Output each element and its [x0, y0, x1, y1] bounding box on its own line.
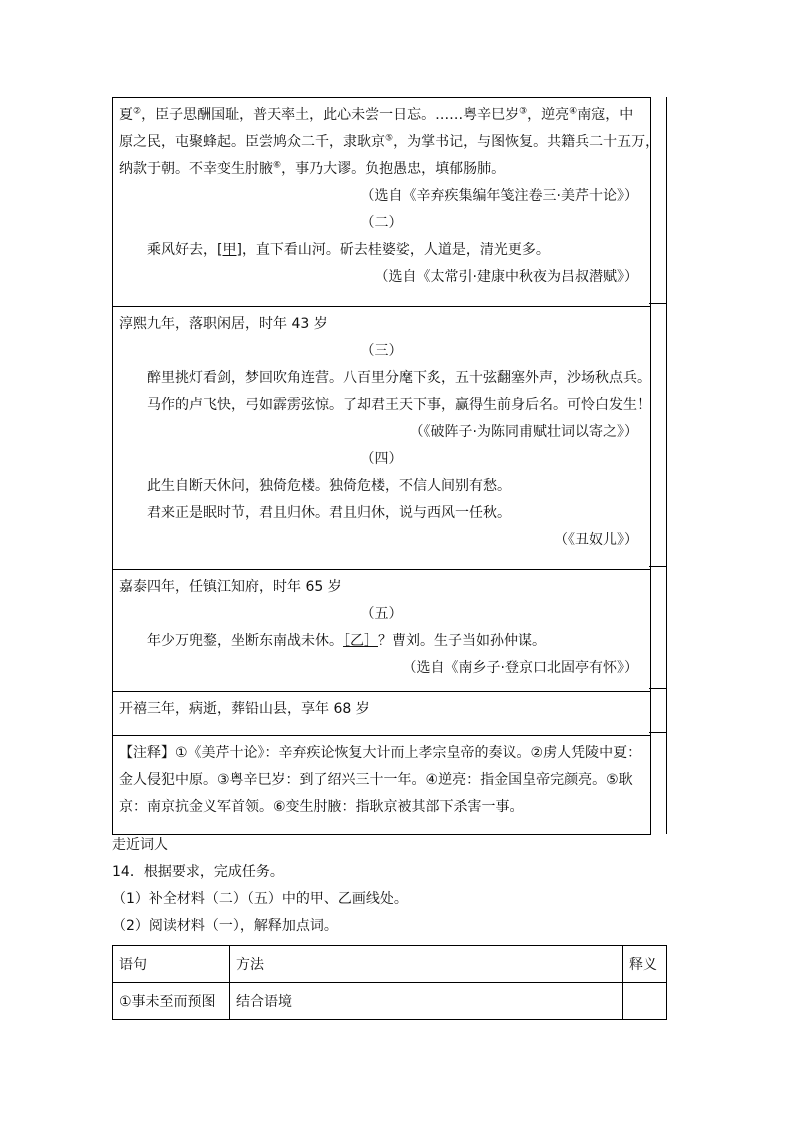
- table-cell: ①事未至而预图: [113, 983, 230, 1020]
- intro-line: 嘉泰四年，任镇江知府，时年 65 岁: [119, 579, 342, 595]
- section-notes: [113, 736, 650, 835]
- text-line: 纳款于朝。不幸变生肘腋⑥，事乃大谬。负抱愚忠，填郁肠肺。: [119, 160, 506, 177]
- poem-line: 马作的卢飞快，弓如霹雳弦惊。了却君王天下事，赢得生前身后名。可怜白发生！: [147, 397, 651, 413]
- section-ending: [113, 692, 650, 736]
- poem-line: 君来正是眠时节，君且归休。君且归休，说与西风一任秋。: [147, 505, 511, 521]
- task-2: （2）阅读材料（一），解释加点词。: [112, 918, 338, 934]
- answer-table: [112, 945, 667, 1020]
- poem-line: 年少万兜鍪，坐断东南战未休。［乙］？曹刘。生子当如孙仲谋。: [147, 633, 546, 649]
- intro-line: 开禧三年，病逝，葬铅山县，享年 68 岁: [119, 701, 370, 717]
- table-cell: 结合语境: [230, 983, 623, 1020]
- blank-jia[interactable]: [甲]: [217, 242, 242, 258]
- poem-line: 此生自断天休问，独倚危楼。独倚危楼，不信人间别有愁。: [147, 478, 511, 494]
- header-cell: 语句: [113, 946, 230, 983]
- poem-line: 乘风好去，[甲]，直下看山河。斫去桂婆娑，人道是，清光更多。: [147, 242, 550, 258]
- table-row: [113, 983, 667, 1020]
- poem-line: 醉里挑灯看剑，梦回吹角连营。八百里分麾下炙，五十弦翻塞外声，沙场秋点兵。: [147, 370, 651, 386]
- side-column: [649, 97, 667, 834]
- answer-cell[interactable]: [623, 983, 667, 1020]
- source-citation: （选自《太常引·建康中秋夜为吕叔潜赋》）: [374, 269, 638, 285]
- source-citation: （《丑奴儿》）: [554, 532, 638, 548]
- section-heading: 走近词人: [112, 837, 168, 853]
- material-heading: （四）: [360, 451, 403, 467]
- header-cell: 方法: [230, 946, 623, 983]
- section-material-1-2: [113, 98, 660, 307]
- source-citation: （《破阵子·为陈同甫赋壮词以寄之》）: [409, 424, 638, 440]
- material-heading: （三）: [360, 343, 403, 359]
- header-cell: 释义: [623, 946, 667, 983]
- blank-yi[interactable]: ［乙］: [343, 633, 378, 649]
- note-line: 【注释】①《美芹十论》：辛弃疾论恢复大计而上孝宗皇帝的奏议。②虏人凭陵中夏：: [119, 745, 642, 761]
- material-heading: （二）: [360, 215, 403, 231]
- question-14: 14．根据要求，完成任务。: [112, 864, 284, 880]
- source-citation: （选自《南乡子·登京口北固亭有怀》）: [402, 660, 638, 676]
- text-line: 夏②，臣子思酬国耻，普天率土，此心未尝一日忘。……粤辛巳岁③，逆亮④南寇，中: [119, 106, 634, 123]
- text-line: 原之民，屯聚蜂起。臣尝鸠众二千，隶耿京⑤，为掌书记，与图恢复。共籍兵二十五万，: [119, 133, 660, 150]
- section-material-3-4: [113, 307, 650, 570]
- intro-line: 淳熙九年，落职闲居，时年 43 岁: [119, 316, 328, 332]
- task-1: （1）补全材料（二）（五）中的甲、乙画线处。: [112, 891, 408, 907]
- table-header-row: [113, 946, 667, 983]
- note-line: 金人侵犯中原。③粤辛巳岁：到了绍兴三十一年。④逆亮：指金国皇帝完颜亮。⑤耿: [119, 772, 633, 788]
- section-material-5: [113, 570, 650, 692]
- material-table: [112, 97, 660, 835]
- note-line: 京：南京抗金义军首领。⑥变生肘腋：指耿京被其部下杀害一事。: [119, 799, 524, 815]
- material-heading: （五）: [360, 606, 403, 622]
- source-citation: （选自《辛弃疾集编年笺注卷三·美芹十论》）: [360, 188, 638, 204]
